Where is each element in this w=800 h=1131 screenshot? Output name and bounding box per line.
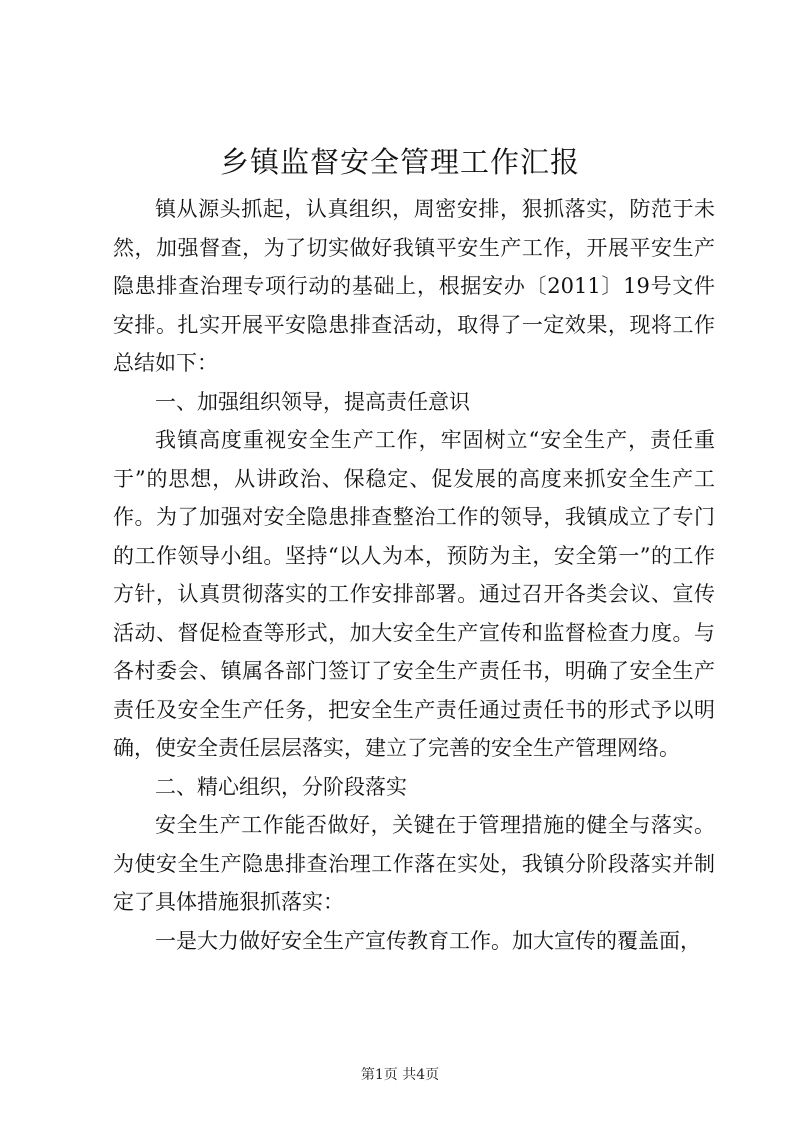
document-body: [113, 190, 715, 960]
section-1-paragraph: 我镇高度重视安全生产工作，牢固树立“安全生产，责任重于”的思想，从讲政治、保稳定、促发展的高度来抓安全生产工作。为了加强对安全隐患排查整治工作的领导，我镇成立了专门的工作领导小组。坚持“以人为本，预防为主，安全第一”的工作方针，认真贯彻落实的工作安排部署。通过召开各类会议、宣传活动、督促检查等形式，加大安全生产宣传和监督检查力度。与各村委会、镇属各部门签订了安全生产责任书，明确了安全生产责任及安全生产任务，把安全生产责任通过责任书的形式予以明确，使安全责任层层落实，建立了完善的安全生产管理网络。: [113, 428, 715, 760]
document-title: 乡镇监督安全管理工作汇报: [219, 145, 580, 179]
section-heading-2: 二、精心组织，分阶段落实: [155, 774, 407, 799]
page-number-footer: 第1页 共4页: [360, 1067, 440, 1083]
section-heading-1: 一、加强组织领导，提高责任意识: [155, 389, 470, 414]
section-2-paragraph: 安全生产工作能否做好，关键在于管理措施的健全与落实。为使安全生产隐患排查治理工作落在实处，我镇分阶段落实并制定了具体措施狠抓落实：: [113, 813, 715, 914]
section-2-item-1: 一是大力做好安全生产宣传教育工作。加大宣传的覆盖面，: [155, 928, 701, 953]
intro-paragraph: 镇从源头抓起，认真组织，周密安排，狠抓落实，防范于未然，加强督查，为了切实做好我镇平安生产工作，开展平安生产隐患排查治理专项行动的基础上，根据安办〔2011〕19号文件安排。扎实开展平安隐患排查活动，取得了一定效果，现将工作总结如下：: [113, 197, 715, 375]
